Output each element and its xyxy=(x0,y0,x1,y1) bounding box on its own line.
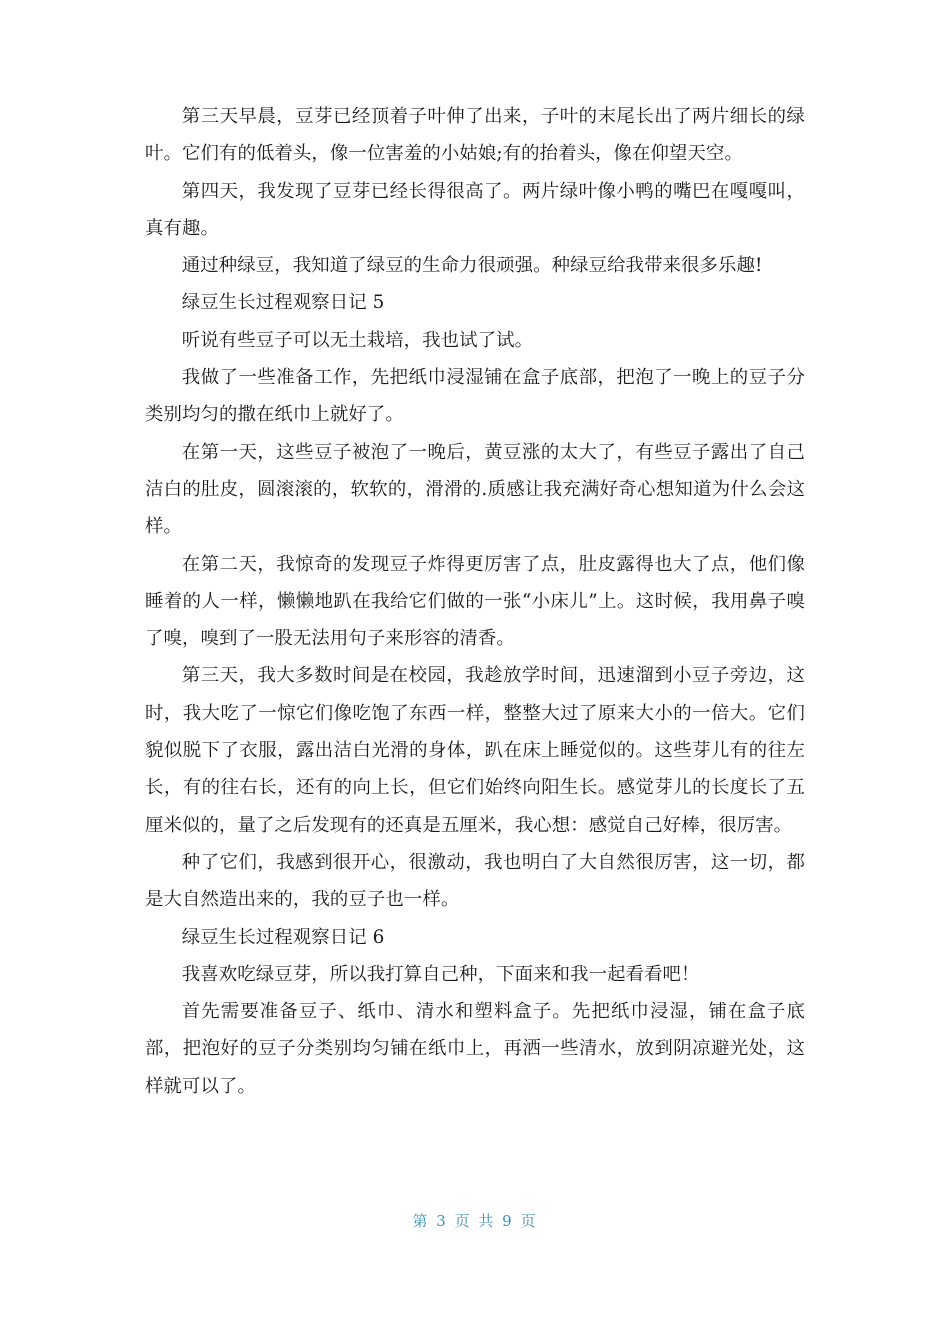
page-number-footer: 第 3 页 共 9 页 xyxy=(412,1212,538,1230)
paragraph: 第四天，我发现了豆芽已经长得很高了。两片绿叶像小鸭的嘴巴在嘎嘎叫，真有趣。 xyxy=(145,180,805,239)
paragraph: 种了它们，我感到很开心，很激动，我也明白了大自然很厉害，这一切，都是大自然造出来的，我的豆子也一样。 xyxy=(145,851,805,911)
section-heading: 绿豆生长过程观察日记 6 xyxy=(181,926,385,948)
paragraph: 第三天，我大多数时间是在校园，我趁放学时间，迅速溜到小豆子旁边，这时，我大吃了一惊它们像吃饱了东西一样，整整大过了原来大小的一倍大。它们貌似脱下了衣服，露出洁白光滑的身体，趴在床上睡觉似的。这些芽儿有的往左长，有的往右长，还有的向上长，但它们始终向阳生长。感觉芽儿的长度长了五厘米似的，量了之后发现有的还真是五厘米，我心想：感觉自己好棒，很厉害。 xyxy=(145,665,805,836)
paragraph: 我做了一些准备工作，先把纸巾浸湿铺在盒子底部，把泡了一晚上的豆子分类别均匀的撒在纸巾上就好了。 xyxy=(145,367,805,426)
paragraph: 在第一天，这些豆子被泡了一晚后，黄豆涨的太大了，有些豆子露出了自己洁白的肚皮，圆滚滚的，软软的，滑滑的.质感让我充满好奇心想知道为什么会这样。 xyxy=(145,441,805,538)
paragraph: 通过种绿豆，我知道了绿豆的生命力很顽强。种绿豆给我带来很多乐趣! xyxy=(181,255,763,277)
document-body xyxy=(145,98,805,1105)
paragraph: 第三天早晨，豆芽已经顶着子叶伸了出来，子叶的末尾长出了两片细长的绿叶。它们有的低着头，像一位害羞的小姑娘;有的抬着头，像在仰望天空。 xyxy=(145,106,805,165)
paragraph: 首先需要准备豆子、纸巾、清水和塑料盒子。先把纸巾浸湿，铺在盒子底部，把泡好的豆子分类别均匀铺在纸巾上，再洒一些清水，放到阴凉避光处，这样就可以了。 xyxy=(145,1001,805,1097)
section-heading: 绿豆生长过程观察日记 5 xyxy=(181,292,385,314)
paragraph: 在第二天，我惊奇的发现豆子炸得更厉害了点，肚皮露得也大了点，他们像睡着的人一样，懒懒地趴在我给它们做的一张“小床儿”上。这时候，我用鼻子嗅了嗅，嗅到了一股无法用句子来形容的清香。 xyxy=(145,553,805,650)
paragraph: 我喜欢吃绿豆芽，所以我打算自己种，下面来和我一起看看吧！ xyxy=(181,963,700,985)
paragraph: 听说有些豆子可以无土栽培，我也试了试。 xyxy=(181,329,534,351)
